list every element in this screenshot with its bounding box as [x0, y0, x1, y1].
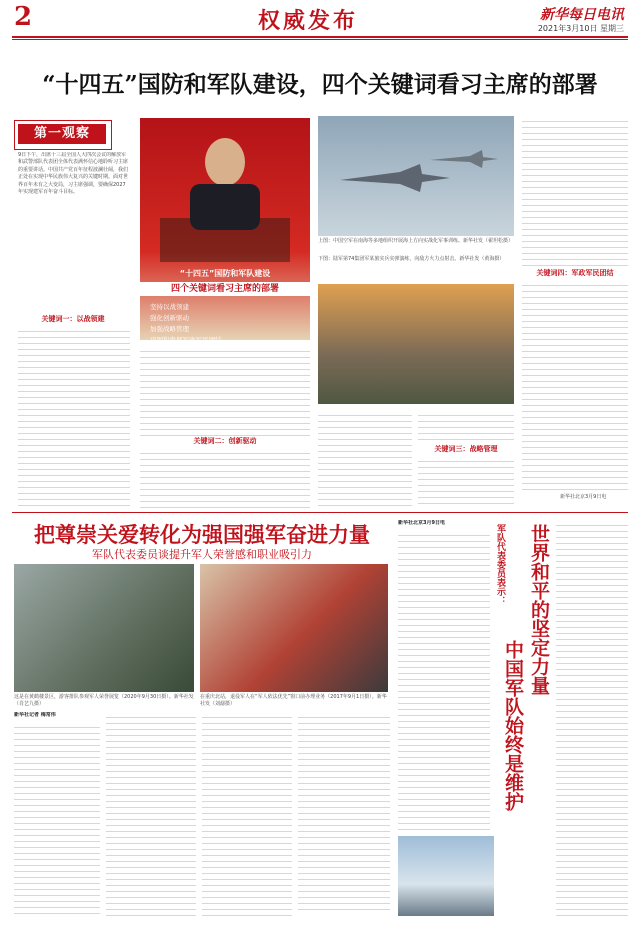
header-rule	[12, 36, 628, 38]
caption-bottom-right: 下图：陆军第74集团军某旅实兵实弹演练，向敌方火力点射击。新华社发（黄海摄）	[318, 256, 505, 262]
keyword-2-heading: 关键词二：创新驱动	[193, 437, 257, 445]
poster-item: 加强战略管理	[150, 325, 189, 333]
jet-shape	[340, 164, 450, 192]
center-column-text	[140, 346, 310, 436]
section-divider	[12, 512, 628, 513]
vertical-title-2: 中国军队始终是维护	[502, 640, 524, 811]
right-text-b	[418, 410, 514, 442]
section2-text-3	[202, 712, 292, 918]
vertical-title-1: 世界和平的坚定力量	[528, 524, 550, 695]
main-headline: “十四五”国防和军队建设，四个关键词看习主席的部署	[42, 71, 598, 98]
section2-text-2	[106, 712, 196, 918]
center-column-text-2	[140, 448, 310, 508]
fighter-jets	[330, 150, 500, 210]
observation-badge: 第一观察	[18, 124, 106, 144]
far-right-text	[522, 116, 628, 266]
poster-title: “十四五”国防和军队建设	[179, 269, 271, 278]
far-right-text-2	[522, 280, 628, 490]
section2-subtitle: 军队代表委员谈提升军人荣誉感和职业吸引力	[92, 548, 312, 561]
keyword-1-heading: 关键词一：以战领建	[41, 315, 105, 323]
right-text-c	[418, 456, 514, 508]
dateline-1: 新华社北京3月9日电	[560, 494, 607, 500]
keyword-3-heading: 关键词三：战略管理	[434, 445, 498, 453]
poster-subtitle: 四个关键词看习主席的部署	[140, 282, 310, 296]
navy-ship-photo	[398, 836, 494, 916]
speaker-figure	[160, 122, 290, 262]
caption-left: 这是在黄鹤楼景区，游客排队参观军人荣誉展览（2020年9月30日摄）。新华社发（肖艺九摄）	[14, 694, 194, 707]
right-dateline: 新华社北京3月9日电	[398, 520, 445, 526]
section2-text-1	[14, 722, 100, 918]
newspaper-brand: 新华每日电讯	[540, 7, 624, 23]
vertical-subtitle: 军队代表委员表示：	[495, 524, 505, 605]
poster-item: 巩固和发展军政军民团结	[150, 336, 222, 344]
issue-date: 2021年3月10日 星期三	[537, 24, 624, 33]
caption-right: 在重庆北站，退役军人在“军人依法优先”窗口前办理业务（2017年9月1日摄）。新华社发（刘潺摄）	[200, 694, 387, 707]
poster-item: 强化创新驱动	[150, 314, 189, 322]
left-column-text	[18, 326, 130, 506]
page-number: 2	[14, 2, 33, 32]
section-title: 权威发布	[258, 8, 359, 34]
poster-item: 坚持以战领建	[150, 303, 189, 311]
caption-top-right: 上图：中国空军在南海等多地组织开展海上方向实战化军事训练。新华社发（翟坦松摄）	[318, 238, 514, 244]
railway-window-photo	[200, 564, 388, 692]
jet-shape	[430, 150, 498, 168]
right-text-a	[318, 410, 412, 510]
header-rule-thin	[12, 39, 628, 40]
section2-text-4	[298, 712, 390, 910]
keyword-4-heading: 关键词四：军政军民团结	[536, 269, 614, 277]
artillery-photo	[318, 284, 514, 404]
intro-text: 9日下午，出席十三届全国人大四次会议的解放军和武警部队代表团全体代表满怀信心地聆听习主席的重要讲话。中国共产党百年征程波澜壮阔，我们正处在实现中华民族伟大复兴的关键时期。面对世界百年未有之大变局，习主席强调，要确保2027年实现建军百年奋斗目标。	[18, 152, 128, 196]
commentary-text-1	[398, 530, 490, 830]
speaker-head	[205, 138, 245, 186]
speaker-suit	[190, 184, 260, 230]
commentary-text-2	[556, 520, 628, 918]
museum-queue-photo	[14, 564, 194, 692]
author-line: 新华社记者 梅常伟	[14, 712, 56, 718]
section2-title: 把尊崇关爱转化为强国强军奋进力量	[34, 522, 370, 547]
